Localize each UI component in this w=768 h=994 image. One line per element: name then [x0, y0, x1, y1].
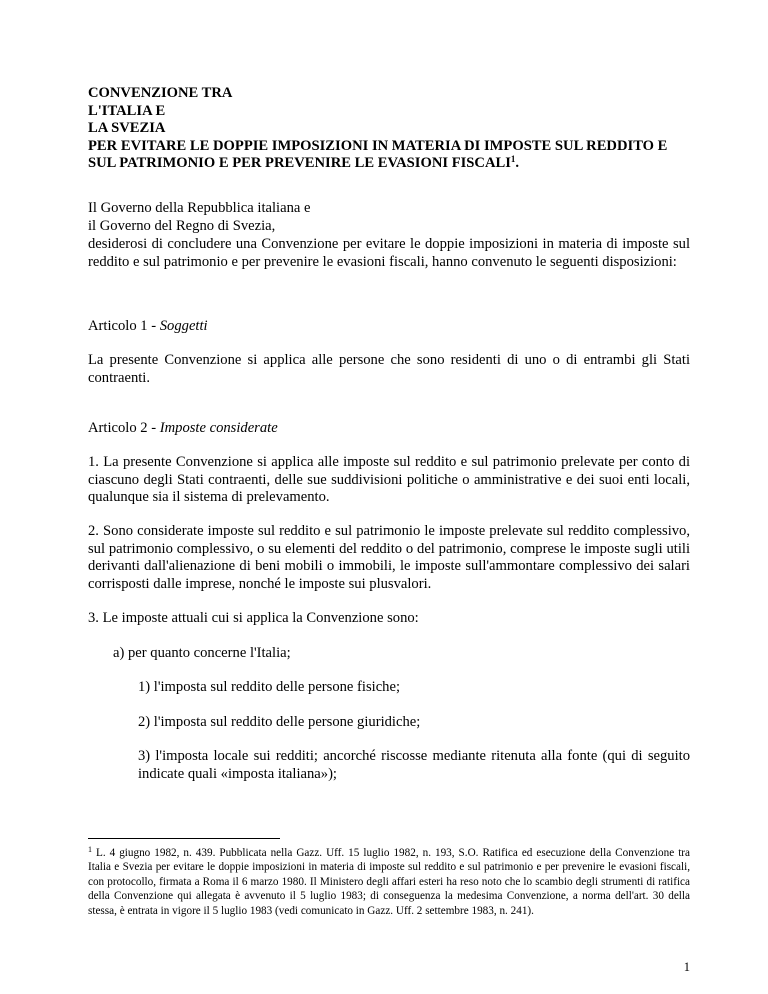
- title-line-3: LA SVEZIA: [88, 120, 166, 137]
- title-line-1: CONVENZIONE TRA: [88, 85, 233, 101]
- footnote-marker: 1: [88, 845, 92, 854]
- title-footnote-ref[interactable]: 1: [510, 154, 516, 165]
- article-1-text: La presente Convenzione si applica alle persone che sono residenti di uno o di entrambi gli Stati contraenti.: [88, 352, 690, 386]
- preamble-line-2: il Governo del Regno di Svezia,: [88, 218, 276, 234]
- document-title: [88, 85, 728, 173]
- article-2-paragraph-1: 1. La presente Convenzione si applica alle imposte sul reddito e sul patrimonio prelevate per conto di ciascuno degli Stati contraenti, delle sue suddivisioni politiche o amministrative e dei suoi enti locali, qualunque sia il sistema di prelevamento.: [88, 454, 690, 506]
- article-1-label: Articolo 1 -: [88, 318, 160, 334]
- article-2-item-a: a) per quanto concerne l'Italia;: [113, 645, 291, 661]
- footnote-text: L. 4 giugno 1982, n. 439. Pubblicata nella Gazz. Uff. 15 luglio 1982, n. 193, S.O. Ratifica ed esecuzione della Convenzione tra Italia e Svezia per evitare le doppie imposizioni in materia di imposte sul reddito e sul patrimonio e per prevenire le evasioni fiscali, con protocollo, firmata a Roma il 6 marzo 1980. Il Ministero degli affari esteri ha reso noto che lo scambio degli strumenti di ratifica della Convenzione qui allegata è avvenuto il 5 luglio 1983; di conseguenza la medesima Convenzione, a norma dell'art. 30 della stessa, è entrata in vigore il 5 luglio 1983 (vedi comunicato in Gazz. Uff. 2 settembre 1983, n. 241).: [88, 847, 690, 917]
- article-2-paragraph-2: 2. Sono considerate imposte sul reddito e sul patrimonio le imposte prelevate sul reddito complessivo, sul patrimonio complessivo, o su elementi del reddito o del patrimonio, comprese le imposte sugli utili derivanti dall'alienazione di beni mobili o immobili, le imposte sull'ammontare complessivo dei salari corrisposti dalle imprese, nonché le imposte sui plusvalori.: [88, 523, 690, 593]
- article-2-label: Articolo 2 -: [88, 420, 160, 436]
- title-end: .: [515, 155, 520, 172]
- title-line-5: [88, 155, 728, 173]
- preamble-paragraph: desiderosi di concludere una Convenzione per evitare le doppie imposizioni in materia di imposte sul reddito e sul patrimonio e per prevenire le evasioni fiscali, hanno convenuto le seguenti disposizioni:: [88, 236, 690, 270]
- article-2-heading: [88, 420, 278, 438]
- article-2-item-2: 2) l'imposta sul reddito delle persone giuridiche;: [138, 714, 421, 730]
- page-number: 1: [683, 960, 690, 974]
- article-2-paragraph-3: 3. Le imposte attuali cui si applica la Convenzione sono:: [88, 610, 419, 626]
- title-line-2: L'ITALIA E: [88, 102, 166, 119]
- title-line-4: PER EVITARE LE DOPPIE IMPOSIZIONI IN MATERIA DI IMPOSTE SUL REDDITO E: [88, 137, 668, 154]
- footnote: [88, 846, 690, 918]
- article-2-item-3: 3) l'imposta locale sui redditi; ancorché riscosse mediante ritenuta alla fonte (qui di seguito indicate quali «imposta italiana»);: [138, 748, 690, 782]
- title-line-5-text: SUL PATRIMONIO E PER PREVENIRE LE EVASIONI FISCALI: [88, 155, 511, 172]
- article-2-subject: Imposte considerate: [159, 420, 278, 436]
- article-1-subject: Soggetti: [159, 318, 208, 334]
- article-1-heading: [88, 318, 208, 336]
- article-2-item-1: 1) l'imposta sul reddito delle persone fisiche;: [138, 679, 401, 695]
- footnote-separator: [88, 838, 280, 839]
- preamble-line-1: Il Governo della Repubblica italiana e: [88, 200, 311, 216]
